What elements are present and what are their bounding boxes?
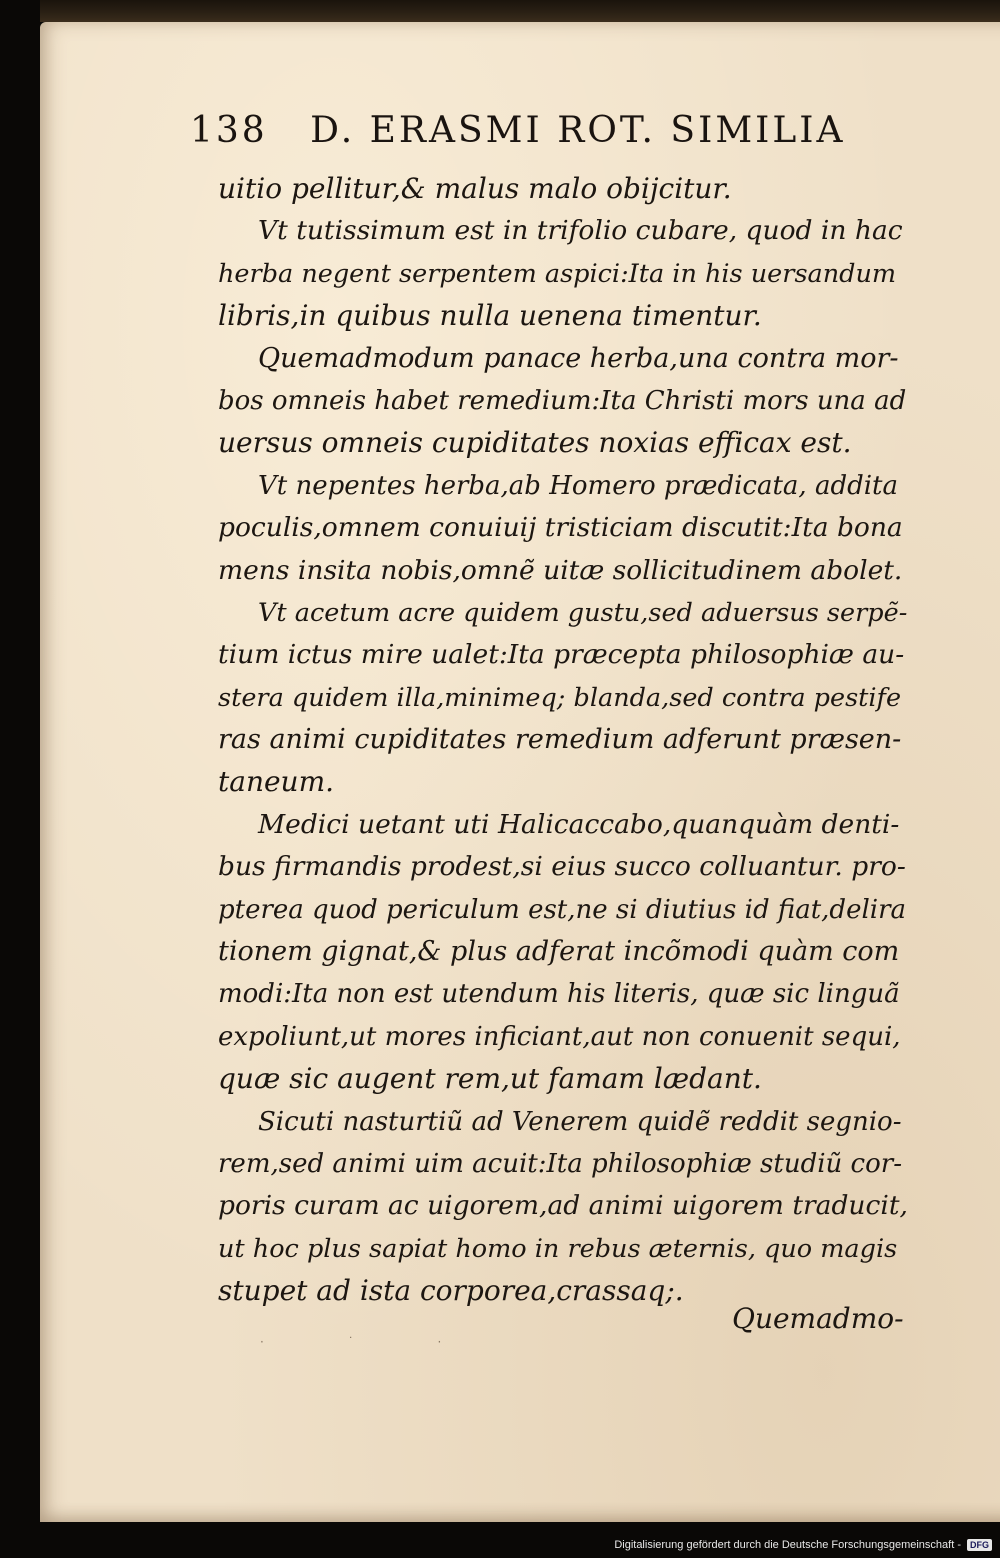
text-line: ut hoc plus sapiat homo in rebus æternis, quo magis: [218, 1233, 898, 1264]
text-line: Vt acetum acre quidem gustu,sed aduersus serpẽ-: [258, 597, 908, 628]
text-line: poris curam ac uigorem,ad animi uigorem traducit,: [218, 1190, 908, 1222]
book-top-edge: [40, 0, 1000, 22]
text-line: Sicuti nasturtiũ ad Venerem quidẽ reddit segnio-: [258, 1106, 902, 1137]
text-line: Vt nepentes herba,ab Homero prædicata, addita: [258, 470, 898, 501]
running-header: [190, 110, 890, 151]
text-line: quæ sic augent rem,ut famam lædant.: [218, 1062, 762, 1096]
text-line: libris,in quibus nulla uenena timentur.: [218, 299, 762, 333]
text-line: uersus omneis cupiditates noxias efficax est.: [218, 426, 852, 460]
text-line: tionem gignat,& plus adferat incõmodi quàm com: [218, 936, 900, 968]
text-line: stera quidem illa,minimeq; blanda,sed contra pestife: [218, 682, 902, 713]
text-line: ras animi cupiditates remedium adferunt præsen-: [218, 724, 902, 756]
text-line: poculis,omnem conuiuij tristiciam discutit:Ita bona: [218, 512, 903, 544]
body-text: [218, 168, 908, 1313]
text-line: uitio pellitur,& malus malo obijcitur.: [218, 172, 732, 205]
text-line: mens insita nobis,omnẽ uitæ sollicitudinem abolet.: [218, 554, 903, 586]
text-line: Vt tutissimum est in trifolio cubare, quod in hac: [258, 215, 903, 247]
text-line: stupet ad ista corporea,crassaq;.: [218, 1274, 684, 1308]
dfg-logo-icon: DFG: [967, 1539, 992, 1551]
text-line: herba negent serpentem aspici:Ita in his uersandum: [218, 258, 897, 289]
text-line: modi:Ita non est utendum his literis, quæ sic linguã: [218, 979, 900, 1010]
text-line: bos omneis habet remedium:Ita Christi mors una ad: [218, 385, 907, 416]
text-line: tium ictus mire ualet:Ita præcepta philosophiæ au-: [218, 639, 905, 671]
paper-specks: · ˙ ·: [260, 1335, 482, 1349]
funding-credit: Digitalisierung gefördert durch die Deutsche Forschungsgemeinschaft -: [614, 1539, 961, 1551]
digitization-footer: [614, 1534, 992, 1556]
text-line: pterea quod periculum est,ne si diutius id fiat,delira: [218, 894, 907, 925]
text-line: taneum.: [218, 765, 335, 799]
text-line: expoliunt,ut mores inficiant,aut non conuenit sequi,: [218, 1021, 901, 1052]
text-line: Medici uetant uti Halicaccabo,quanquàm denti-: [258, 808, 900, 840]
text-line: Quemadmodum panace herba,una contra mor-: [258, 342, 899, 374]
text-line: rem,sed animi uim acuit:Ita philosophiæ studiũ cor-: [218, 1148, 902, 1179]
page-number: 138: [190, 110, 268, 151]
text-line: bus firmandis prodest,si eius succo colluantur. pro-: [218, 851, 906, 883]
running-title: D. ERASMI ROT. SIMILIA: [310, 110, 846, 151]
catchword: Quemadmo-: [732, 1302, 904, 1335]
